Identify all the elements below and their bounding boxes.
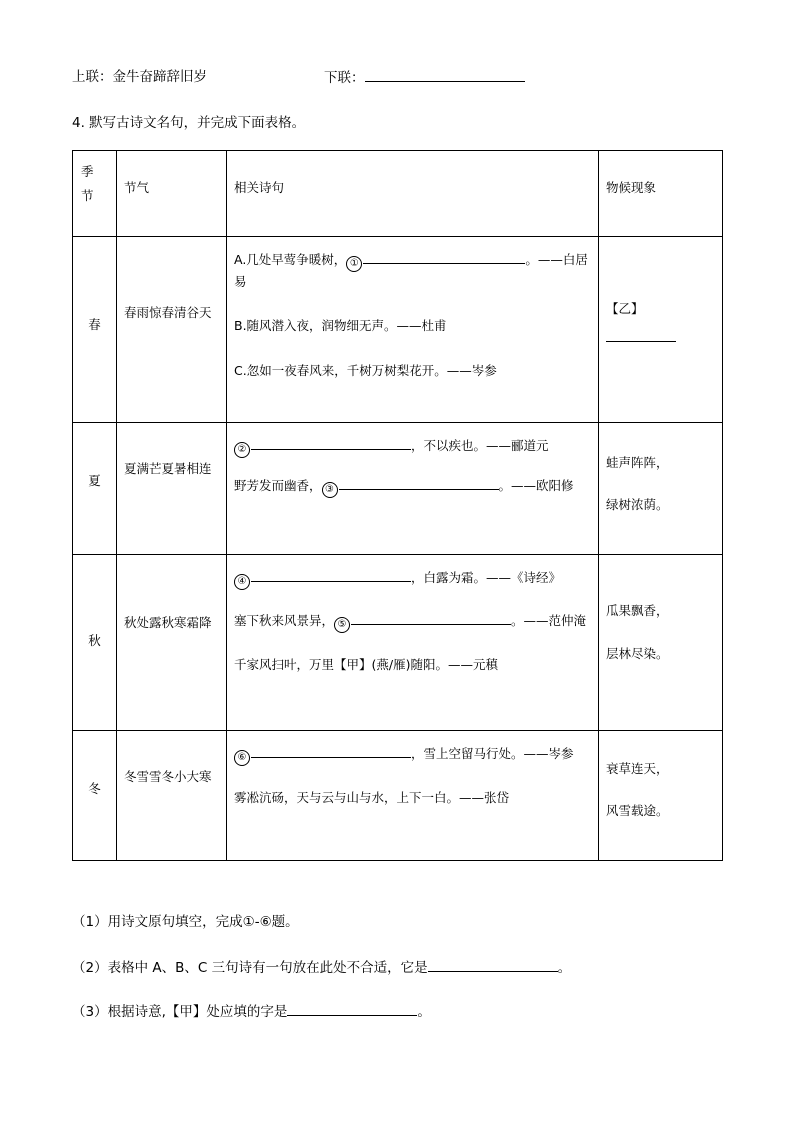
table-row <box>73 237 723 423</box>
phenology-cell <box>599 555 723 731</box>
terms-spring: 春雨惊春清谷天 <box>124 305 212 320</box>
poem-line <box>234 435 591 458</box>
phenology-cell <box>599 423 723 555</box>
poem-text: 。——白居易 <box>234 252 588 289</box>
blank-number: ⑥ <box>234 750 250 766</box>
header-terms-cell <box>117 151 227 237</box>
subquestion-3-text: （3）根据诗意,【甲】处应填的字是 <box>72 1004 288 1020</box>
poem-text: ，白露为霜。——《诗经》 <box>411 570 562 585</box>
season-cell <box>73 555 117 731</box>
answer-blank-5[interactable] <box>351 610 511 625</box>
poem-line <box>234 743 591 766</box>
header-phenology-cell <box>599 151 723 237</box>
poem-line: 雾凇沆砀，天与云与山与水，上下一白。——张岱 <box>234 790 510 805</box>
poem-text: A.几处早莺争暖树， <box>234 252 347 267</box>
season-autumn: 秋 <box>88 633 101 648</box>
terms-autumn: 秋处露秋寒霜降 <box>124 615 212 630</box>
poems-cell <box>227 555 599 731</box>
poem-text: ，雪上空留马行处。——岑参 <box>411 746 574 761</box>
question4-title: 4. 默写古诗文名句，并完成下面表格。 <box>72 115 306 131</box>
header-season: 季节 <box>81 164 94 203</box>
couplet-upper-label: 上联： <box>72 69 113 85</box>
poem-table <box>72 150 723 861</box>
poem-text: 。——欧阳修 <box>498 478 574 493</box>
subquestion-3 <box>72 1001 431 1022</box>
poem-text: ，不以疾也。——郦道元 <box>411 438 549 453</box>
answer-blank-yi[interactable] <box>606 327 676 342</box>
terms-cell <box>117 423 227 555</box>
terms-summer: 夏满芒夏暑相连 <box>124 461 212 476</box>
answer-blank-1[interactable] <box>363 249 525 264</box>
poem-line: C.忽如一夜春风来，千树万树梨花开。——岑参 <box>234 363 497 378</box>
phenology-line: 衰草连天， <box>606 761 669 776</box>
poem-line <box>234 475 591 498</box>
poem-text: 塞下秋来风景异， <box>234 613 335 628</box>
table-row <box>73 423 723 555</box>
header-poems-cell <box>227 151 599 237</box>
season-winter: 冬 <box>88 781 101 796</box>
subquestion-2-end: 。 <box>557 960 572 976</box>
season-cell <box>73 237 117 423</box>
blank-number: ⑤ <box>334 617 350 633</box>
couplet-upper-text: 金牛奋蹄辞旧岁 <box>112 69 207 85</box>
header-phenology: 物候现象 <box>606 180 657 195</box>
answer-blank-3[interactable] <box>339 475 499 490</box>
phenology-cell <box>599 731 723 861</box>
header-terms: 节气 <box>124 180 150 195</box>
phenology-line: 蛙声阵阵， <box>606 455 669 470</box>
phenology-line: 【乙】 <box>606 301 644 316</box>
season-cell <box>73 423 117 555</box>
phenology-cell <box>599 237 723 423</box>
blank-number: ① <box>346 256 362 272</box>
phenology-line: 绿树浓荫。 <box>606 497 669 512</box>
table-header-row <box>73 151 723 237</box>
poem-line: B.随风潜入夜，润物细无声。——杜甫 <box>234 318 447 333</box>
subquestion-2 <box>72 957 571 978</box>
blank-number: ④ <box>234 574 250 590</box>
poem-line: 千家风扫叶，万里【甲】(燕/雁)随阳。——元稹 <box>234 657 498 672</box>
poems-cell <box>227 731 599 861</box>
poem-line <box>234 610 591 633</box>
poem-text: 。——范仲淹 <box>511 613 587 628</box>
poems-cell <box>227 237 599 423</box>
table-row <box>73 555 723 731</box>
header-poems: 相关诗句 <box>234 180 285 195</box>
subquestion-3-end: 。 <box>417 1004 431 1020</box>
season-summer: 夏 <box>88 473 101 488</box>
terms-cell <box>117 731 227 861</box>
subquestion-1: （1）用诗文原句填空，完成①-⑥题。 <box>72 914 299 930</box>
couplet-lower-blank[interactable] <box>365 67 525 82</box>
poem-text: 野芳发而幽香， <box>234 478 322 493</box>
phenology-line: 风雪载途。 <box>606 803 669 818</box>
answer-blank-4[interactable] <box>251 567 411 582</box>
terms-winter: 冬雪雪冬小大寒 <box>124 769 212 784</box>
subquestion-2-blank[interactable] <box>428 957 558 972</box>
poem-line <box>234 567 591 590</box>
answer-blank-6[interactable] <box>251 743 411 758</box>
couplet-lower <box>324 67 525 88</box>
couplet-upper <box>72 67 207 87</box>
header-season-cell <box>73 151 117 237</box>
phenology-line: 层林尽染。 <box>606 646 669 661</box>
terms-cell <box>117 555 227 731</box>
terms-cell <box>117 237 227 423</box>
couplet-lower-label: 下联： <box>324 70 365 86</box>
season-spring: 春 <box>88 317 101 332</box>
answer-blank-2[interactable] <box>251 435 411 450</box>
poem-line <box>234 249 591 292</box>
subquestion-3-blank[interactable] <box>287 1001 417 1016</box>
table-row <box>73 731 723 861</box>
season-cell <box>73 731 117 861</box>
blank-number: ② <box>234 442 250 458</box>
blank-number: ③ <box>322 482 338 498</box>
subquestion-2-text: （2）表格中 A、B、C 三句诗有一句放在此处不合适，它是 <box>72 960 428 976</box>
phenology-line: 瓜果飘香， <box>606 603 669 618</box>
poems-cell <box>227 423 599 555</box>
